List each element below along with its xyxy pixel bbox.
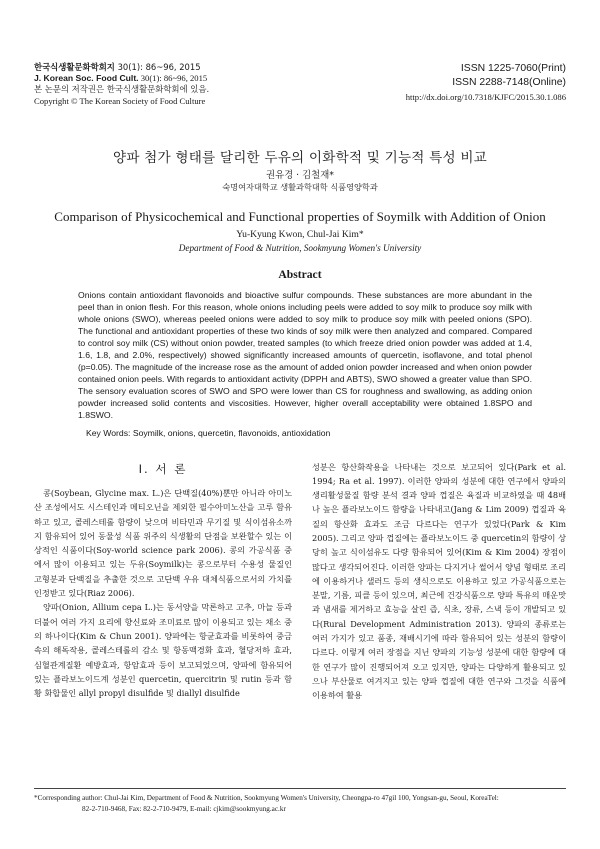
keywords-label: Key Words: — [86, 428, 131, 438]
doi-link[interactable]: http://dx.doi.org/10.7318/KJFC/2015.30.1.086 — [405, 92, 566, 102]
intro-paragraph-2 — [34, 600, 292, 700]
intro-paragraph-2-text: 양파(Onion, Allium cepa L.)는 동서양을 막론하고 고추, 마늘 등과 더불어 여러 가지 요리에 향신료와 조미료로 많이 이용되고 있는 채소 중의 하나이다(Kim & Chun 2001). 양파에는 항균효과를 비롯하여 중금속의 해독작용, 콜레스테롤의 감소 및 항동맥경화 효과, 혈당저하 효과, 심혈관계질환 예방효과, 항암효과 등이 보고되었으며, 양파에 함유되어 있는 플라보노이드계 성분인 quercetin, quercitrin 및 rutin 등과 함황 화합물인 allyl propyl disulfide 및 diallyl disulfide — [34, 602, 292, 699]
affiliation-english: Department of Food & Nutrition, Sookmyung Women's University — [178, 243, 422, 253]
abstract-text: Onions contain antioxidant flavonoids and bioactive sulfur compounds. These substances are more abundant in the peel than in onion flesh. For this reason, whole onions including peels were added to soy milk to produce soy milk with whole onions (SWO), whereas peeled onions were added to soy milk to produce soy milk with peeled onions (SPO). The functional and antioxidant properties of these two kinds of soy milk were then analyzed and compared. Compared to control soy milk (CS) without onion powder, treated samples (to which freeze dried onion powder was added at 1.4, 1.6, 1.8, and 2.0%, respectively) showed significantly increased amounts of quercetin, isoflavone, and total phenol (p=0.05). The magnitude of the increase rose as the amount of added onion powder increased and when onion powder contained onion peels. With regards to antioxidant activity (DPPH and ABTS), SWO showed a greater value than SPO. The sensory evaluation scores of SWO and SPO were lower than CS for roughness and swallowing, as adding onion powder increased solid contents and viscosities. However, higher overall acceptability were obtained 1.8SPO and 1.8SWO. — [78, 290, 532, 421]
abstract-heading: Abstract — [278, 268, 322, 281]
copyright: Copyright © The Korean Society of Food Culture — [34, 95, 206, 106]
journal-ko-line — [34, 62, 334, 73]
title-korean: 양파 첨가 형태를 달리한 두유의 이화학적 및 기능적 특성 비교 — [113, 150, 487, 166]
right-column — [312, 460, 566, 703]
journal-header — [34, 62, 334, 107]
journal-ko-name: 한국식생활문화학회지 — [34, 62, 115, 72]
footnote-divider — [34, 788, 566, 789]
section-heading-intro: Ⅰ. 서 론 — [138, 462, 188, 476]
affiliation-korean: 숙명여자대학교 생활과학대학 식품영양학과 — [222, 182, 378, 192]
keywords-list: Soymilk, onions, quercetin, flavonoids, antioxidation — [130, 428, 331, 438]
footnote-line-1: *Corresponding author: Chul-Jai Kim, Department of Food & Nutrition, Sookmyung Women's University, Cheongpa-ro 47gil 100, Yongsan-gu, Seoul, KoreaTel: — [34, 794, 499, 802]
issn-block — [326, 62, 566, 104]
corresponding-author-footnote — [34, 793, 566, 815]
copyright-note-ko: 본 논문의 저작권은 한국식생활문화학회에 있음. — [34, 84, 210, 95]
keywords — [86, 428, 532, 438]
issn-print: ISSN 1225-7060(Print) — [460, 63, 566, 74]
intro-paragraph-1 — [34, 486, 292, 600]
authors-korean: 권유경 · 김철재* — [266, 170, 334, 181]
footnote-line-2: 82-2-710-9468, Fax: 82-2-710-9479, E-mail: cjkim@sookmyung.ac.kr — [82, 804, 286, 813]
authors-english: Yu-Kyung Kwon, Chul-Jai Kim* — [236, 229, 364, 240]
intro-paragraph-3: 성분은 항산화작용을 나타내는 것으로 보고되어 있다(Park et al. 1994; Ra et al. 1997). 이러한 양파의 성분에 대한 연구에서 양파의 생리활성물질 함량 분석 결과 양파 껍질은 육질과 비교하였을 때 48배나 높은 플라보노이드 함량을 나타내고(Jang & Lim 2009) 껍질과 육질의 항산화 효과도 조금 다르다는 연구가 있었다(Park & Kim 2005). 그리고 양파 껍질에는 플라보노이드 중 quercetin의 함량이 상당히 높고 식이섬유도 다량 함유되어 있어(Kim & Kim 2004) 장점이 많다고 생각되어진다. 이러한 양파는 다지거나 썰어서 양념 형태로 조리에 이용하거나 샐러드 등의 생식으로도 이용하고 있고 가공식품으로는 분말, 기름, 피클 등이 있으며, 최근에 건강식품으로 양파 특유의 매운맛과 냄새를 제거하고 효능을 살린 즙, 식초, 장류, 스낵 등이 개발되고 있다(Rural Development Administration 2013). 양파의 종류로는 여러 가지가 있고 품종, 재배시기에 따라 함유되어 있는 성분의 함량이 다르다. 이렇게 여러 장점을 지닌 양파의 기능성 성분에 대한 함량에 대한 연구가 많이 진행되어져 오고 있지만, 양파는 다양하게 활용되고 있으나 부산물로 여겨지고 있는 양파 껍질에 대한 연구와 그것을 식품에 이용하여 활용 — [312, 461, 566, 701]
journal-en-line — [34, 73, 334, 84]
journal-en-name: J. Korean Soc. Food Cult. — [34, 73, 139, 84]
journal-en-volume: 30(1): 86~96, 2015 — [138, 73, 208, 84]
title-english: Comparison of Physicochemical and Functional properties of Soymilk with Addition of Onion — [54, 209, 546, 224]
issn-online: ISSN 2288-7148(Online) — [452, 77, 566, 88]
intro-paragraph-1-text: 콩(Soybean, Glycine max. L.)은 단백질(40%)뿐만 아니라 아미노산 조성에서도 시스테인과 메티오닌을 제외한 필수아미노산을 고루 함유하고 있고, 콜레스테롤 함량이 낮으며 비타민과 무기질 및 식이섬유소까지 함유되어 있어 동물성 식품 위주의 식생활의 단점을 보완할수 있는 이상적인 식품이다(Soy-world science park 2006). 콩의 가공식품 중에서 많이 이용되고 있는 두유(Soymilk)는 콩으로부터 수용성 물질인 고형분과 단백질을 추출한 것으로 고단백 우유 대체식품으로서의 가치를 인정받고 있다(Riaz 2006). — [34, 488, 292, 599]
left-column — [34, 460, 292, 700]
journal-ko-volume: 30(1): 86~96, 2015 — [114, 62, 201, 72]
